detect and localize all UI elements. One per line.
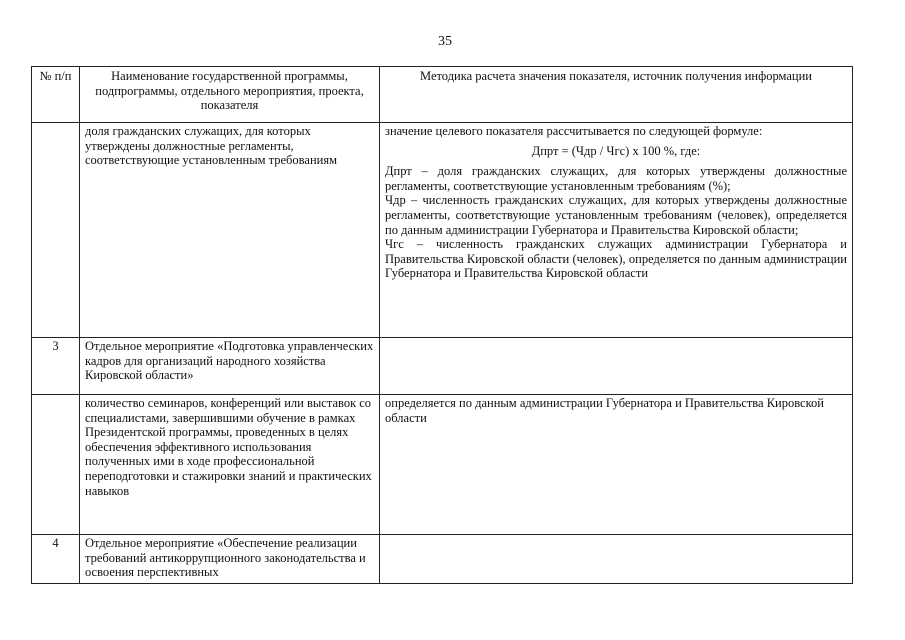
table-header-row bbox=[32, 67, 853, 123]
formula: Дпрт = (Чдр / Чгс) х 100 %, где: bbox=[531, 143, 701, 158]
table-row bbox=[32, 338, 853, 395]
row-number bbox=[32, 395, 80, 535]
row-name: доля гражданских служащих, для которых утверждены должностные регламенты, соответствующие установленным требованиям bbox=[80, 123, 380, 338]
row-name: количество семинаров, конференций или выставок со специалистами, завершившими обучение в рамках Президентской программы, проведенных в целях обеспечения эффективного использования полученных ими в ходе профессиональной переподготовки и стажировки знаний и практических навыков bbox=[80, 395, 380, 535]
row-method: определяется по данным администрации Губернатора и Правительства Кировской области bbox=[380, 395, 853, 535]
row-number: 4 bbox=[32, 535, 80, 584]
table-row bbox=[32, 395, 853, 535]
row-number bbox=[32, 123, 80, 338]
page-number: 35 bbox=[438, 34, 452, 49]
row-method bbox=[380, 535, 853, 584]
row-name: Отдельное мероприятие «Подготовка управленческих кадров для организаций народного хозяйства Кировской области» bbox=[80, 338, 380, 395]
row-number: 3 bbox=[32, 338, 80, 395]
formula-term: Чдр – численность гражданских служащих, для которых утверждены должностные регламенты, соответствующие установленным требованиям (человек), определяется по данным администрации Губернатора и Правительства Кировской области; bbox=[385, 193, 847, 237]
formula-term: Чгс – численность гражданских служащих администрации Губернатора и Правительства Кировской области (человек), определяется по данным администрации Губернатора и Правительства Кировской области bbox=[385, 237, 847, 281]
table-row bbox=[32, 535, 853, 584]
table-row bbox=[32, 123, 853, 338]
row-method bbox=[380, 123, 853, 338]
row-method bbox=[380, 338, 853, 395]
formula-term: Дпрт – доля гражданских служащих, для которых утверждены должностные регламенты, соответствующие установленным требованиям (%); bbox=[385, 164, 847, 193]
header-name: Наименование государственной программы, подпрограммы, отдельного мероприятия, проекта, показателя bbox=[80, 67, 380, 123]
method-intro: значение целевого показателя рассчитывается по следующей формуле: bbox=[385, 124, 763, 138]
header-number: № п/п bbox=[32, 67, 80, 123]
header-method: Методика расчета значения показателя, источник получения информации bbox=[380, 67, 853, 123]
row-name: Отдельное мероприятие «Обеспечение реализации требований антикоррупционного законодательства и освоения перспективных bbox=[80, 535, 380, 584]
indicator-table bbox=[31, 66, 853, 584]
